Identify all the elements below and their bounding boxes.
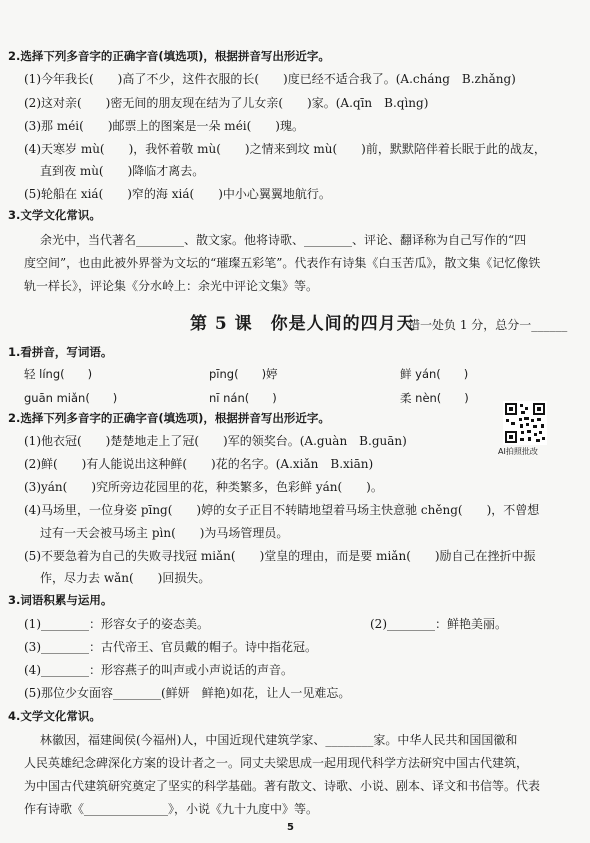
paragraph-line: 林徽因，福建闽侯(今福州)人，中国近现代建筑学家、________家。中华人民共和国国徽和	[40, 733, 518, 747]
paragraph-line: 人民英雄纪念碑深化方案的设计者之一。同丈夫梁思成一起用现代科学方法研究中国古代建筑，	[24, 756, 529, 770]
question-line: (4)________：形容燕子的叫声或小声说话的声音。	[24, 663, 293, 677]
question-line: (2)这对亲( )密无间的朋友现在结为了儿女亲( )家。(A.qīn B.qìng)	[24, 96, 429, 110]
pinyin-item: 轻 líng( )	[24, 367, 93, 381]
question-line: (3)________：古代帝王、官员戴的帽子。诗中指花冠。	[24, 640, 317, 654]
question-line: (2)鲜( )有人能说出这种鲜( )花的名字。(A.xiǎn B.xiān)	[24, 457, 374, 471]
pinyin-item: 柔 nèn( )	[400, 391, 469, 405]
pinyin-item: 鲜 yán( )	[400, 367, 469, 381]
qr-caption: AI拍照批改	[498, 447, 538, 456]
section-heading: 1.看拼音，写词语。	[8, 345, 113, 359]
score-note: 错一处负 1 分，总分一______	[408, 318, 568, 332]
question-line: 过有一天会被马场主 pìn( )为马场管理员。	[40, 526, 289, 540]
paragraph-line: 作有诗歌《______________》，小说《九十九度中》等。	[24, 802, 319, 816]
question-line: 作，尽力去 wǎn( )回损失。	[40, 571, 211, 585]
section-heading: 3.词语积累与运用。	[8, 593, 113, 607]
question-line: (5)不要急着为自己的失败寻找冠 miǎn( )堂皇的理由，而是要 miǎn( )励自己在挫折中振	[24, 549, 536, 563]
paragraph-line: 度空间”，也由此被外界誉为文坛的“璀璨五彩笔”。代表作有诗集《白玉苦瓜》，散文集《记忆像铁	[24, 256, 541, 270]
pinyin-item: pīng( )婷	[209, 367, 278, 381]
question-line: (1)________：形容女子的姿态美。	[24, 617, 209, 631]
pinyin-item: guān miǎn( )	[24, 391, 118, 405]
question-line: (1)他衣冠( )楚楚地走上了冠( )军的领奖台。(A.guàn B.guān)	[24, 434, 407, 448]
paragraph-line: 为中国古代建筑研究奠定了坚实的科学基础。著有散文、诗歌、小说、剧本、译文和书信等。代表	[24, 779, 541, 793]
question-line: (1)今年我长( )高了不少，这件衣服的长( )度已经不适合我了。(A.cháng B.zhǎng)	[24, 72, 516, 86]
question-line: (4)天寒岁 mù( )，我怀着敬 mù( )之情来到坟 mù( )前，默默陪伴着长眠于此的战友，	[24, 142, 546, 156]
question-line: (4)马场里，一位身姿 pīng( )婷的女子正目不转睛地望着马场主快意驰 chěng( )，不曾想	[24, 503, 540, 517]
qr-code-icon[interactable]	[503, 401, 547, 445]
section-heading: 2.选择下列多音字的正确字音(填选项)，根据拼音写出形近字。	[8, 411, 330, 425]
question-line: (2)________：鲜艳美丽。	[370, 617, 507, 631]
page-number: 5	[287, 822, 294, 833]
paragraph-line: 余光中，当代著名________、散文家。他将诗歌、________、评论、翻译称为自己写作的“四	[40, 233, 527, 247]
lesson-title: 第 5 课 你是人间的四月天	[190, 314, 415, 334]
question-line: (5)轮船在 xiá( )窄的海 xiá( )中小心翼翼地航行。	[24, 187, 331, 201]
question-line: 直到夜 mù( )降临才离去。	[40, 164, 205, 178]
pinyin-item: nī nán( )	[209, 391, 277, 405]
question-line: (3)那 méi( )邮票上的图案是一朵 méi( )瑰。	[24, 119, 304, 133]
section-heading: 2.选择下列多音字的正确字音(填选项)，根据拼音写出形近字。	[8, 49, 330, 63]
section-heading: 4.文学文化常识。	[8, 709, 101, 723]
paragraph-line: 轨一样长》，评论集《分水岭上：余光中评论文集》等。	[24, 279, 319, 293]
section-heading: 3.文学文化常识。	[8, 208, 101, 222]
question-line: (3)yán( )究所旁边花园里的花，种类繁多，色彩鲜 yán( )。	[24, 480, 383, 494]
question-line: (5)那位少女面容________(鲜妍 鲜艳)如花，让人一见难忘。	[24, 686, 351, 700]
